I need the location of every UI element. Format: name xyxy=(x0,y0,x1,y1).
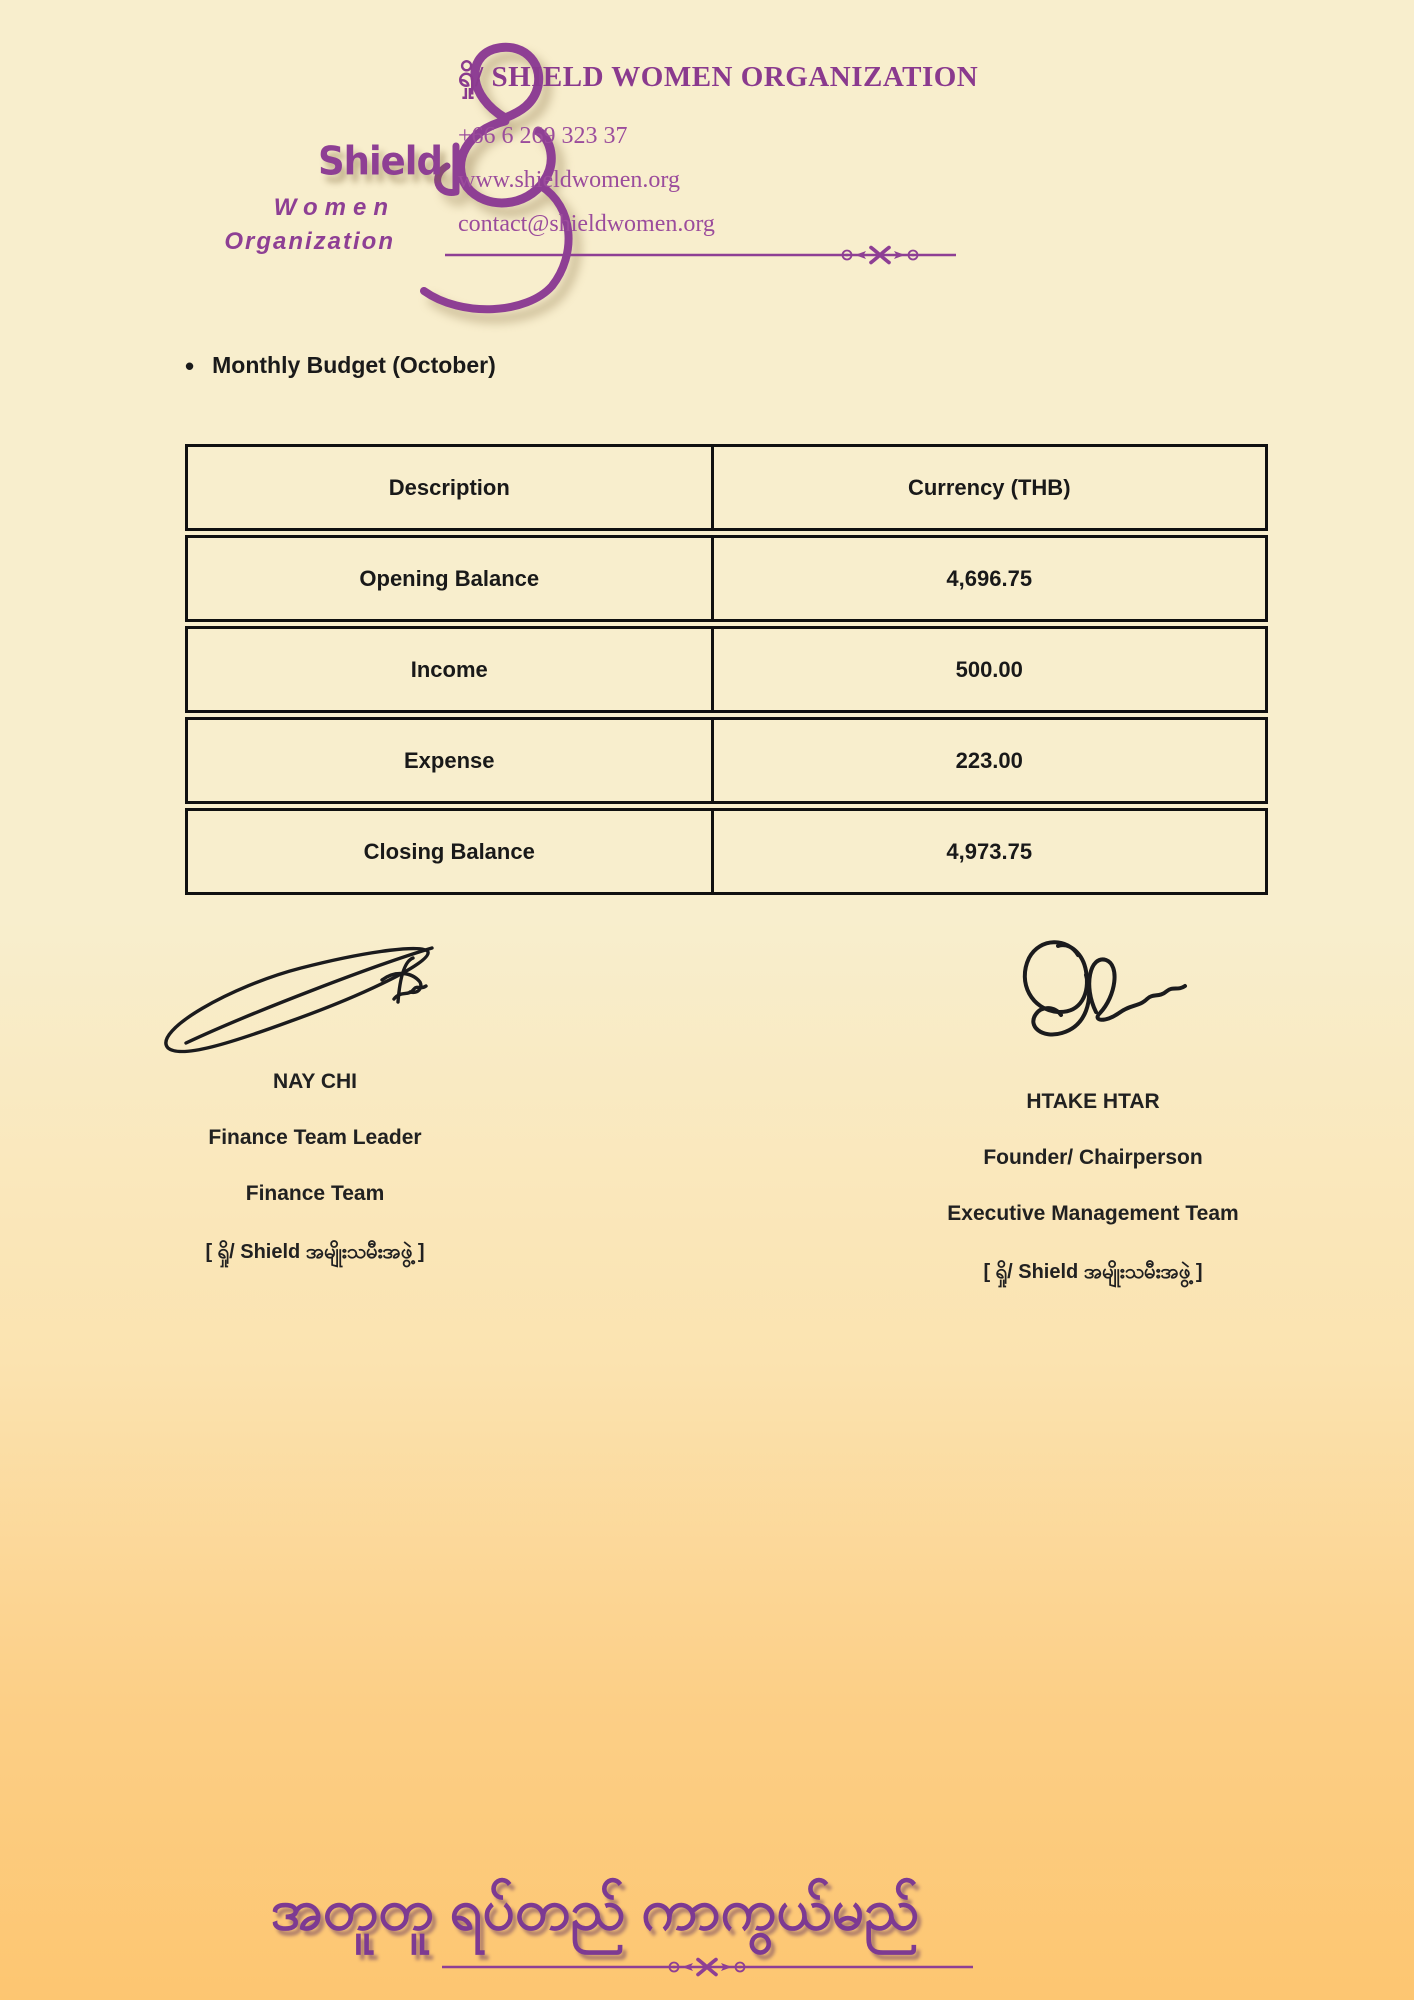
header-block xyxy=(458,58,1018,238)
logo-word-organization: Organization xyxy=(224,228,395,255)
column-header-description: Description xyxy=(185,444,714,531)
row-label: Income xyxy=(185,626,714,713)
section-heading-label: Monthly Budget (October) xyxy=(212,352,496,378)
row-label: Closing Balance xyxy=(185,808,714,895)
phone-number: +66 6 269 323 37 xyxy=(458,123,628,149)
table-header-row xyxy=(185,444,1268,531)
row-label: Expense xyxy=(185,717,714,804)
logo-brand-text: Shield xyxy=(318,138,442,185)
website-url: www.shieldwomen.org xyxy=(458,167,680,193)
row-value: 4,973.75 xyxy=(714,808,1269,895)
signatory-team: Finance Team xyxy=(245,1182,385,1205)
signatory-name: HTAKE HTAR xyxy=(1026,1090,1160,1113)
row-value: 500.00 xyxy=(714,626,1269,713)
column-header-currency: Currency (THB) xyxy=(714,444,1269,531)
signatory-title: Founder/ Chairperson xyxy=(983,1146,1203,1169)
table-row xyxy=(185,626,1268,713)
header-divider-ornament-icon xyxy=(443,244,958,266)
table-row xyxy=(185,535,1268,622)
bullet-icon: • xyxy=(185,350,195,381)
footer-slogan: အတူတူ ရပ်တည် ကာကွယ်မည် xyxy=(270,1878,920,1942)
budget-table xyxy=(185,440,1268,899)
table-row xyxy=(185,808,1268,895)
signatory-name: NAY CHI xyxy=(272,1070,358,1093)
signatory-title: Finance Team Leader xyxy=(208,1126,422,1149)
signature-nay-chi-icon xyxy=(140,930,440,1070)
table-row xyxy=(185,717,1268,804)
row-value: 223.00 xyxy=(714,717,1269,804)
footer-divider-ornament-icon xyxy=(440,1956,975,1978)
org-title: ရှို/ SHIELD WOMEN ORGANIZATION xyxy=(458,61,979,93)
signatory-block-right xyxy=(893,1090,1293,1320)
row-label: Opening Balance xyxy=(185,535,714,622)
signatory-team: Executive Management Team xyxy=(947,1202,1239,1225)
signatory-org: [ ရှို/ Shield အမျိုးသမီးအဖွဲ့ ] xyxy=(983,1261,1203,1283)
signatory-block-left xyxy=(115,1070,515,1300)
email-address: contact@shieldwomen.org xyxy=(458,211,715,237)
row-value: 4,696.75 xyxy=(714,535,1269,622)
section-heading xyxy=(185,352,496,379)
signatory-org: [ ရှို/ Shield အမျိုးသမီးအဖွဲ့ ] xyxy=(205,1241,425,1263)
logo-word-women: Women xyxy=(273,194,395,221)
signature-htake-htar-icon xyxy=(1000,928,1200,1058)
